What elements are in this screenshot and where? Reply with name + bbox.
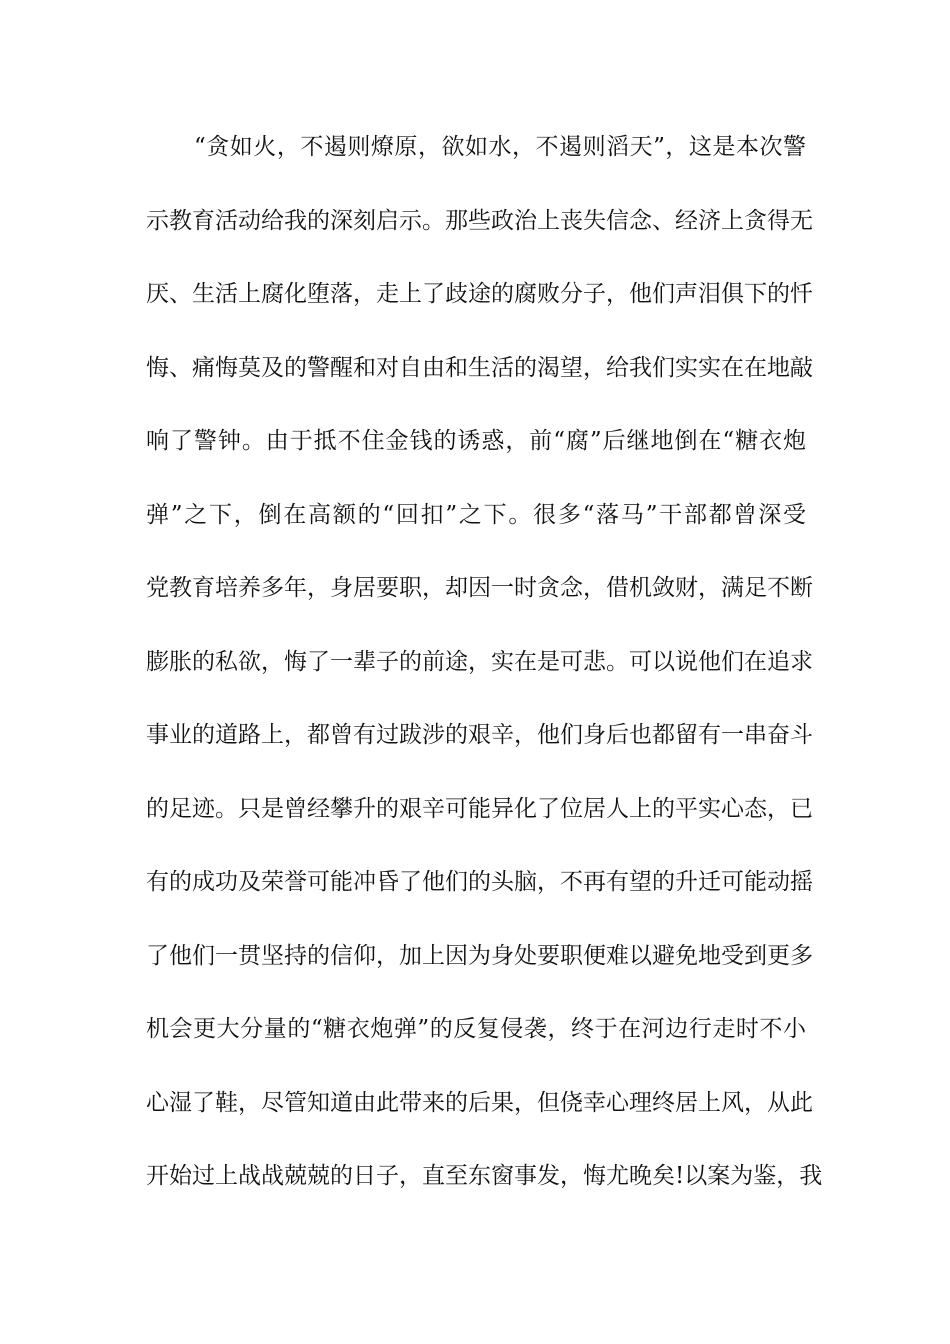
paragraph-line: 膨胀的私欲，悔了一辈子的前途，实在是可悲。可以说他们在追求 (146, 648, 813, 675)
paragraph-line: 响了警钟。由于抵不住金钱的诱惑，前“腐”后继地倒在“糖衣炮 (146, 428, 806, 454)
paragraph-line: 弹”之下，倒在高额的“回扣”之下。很多“落马”干部都曾深受 (146, 501, 806, 528)
paragraph-line: 开始过上战战兢兢的日子，直至东窗事发，悔尤晚矣!以案为鉴，我 (146, 1163, 823, 1189)
paragraph-line: 事业的道路上，都曾有过跋涉的艰辛，他们身后也都留有一串奋斗 (146, 722, 813, 748)
paragraph-line: 心湿了鞋，尽管知道由此带来的后果，但侥幸心理终居上风，从此 (146, 1089, 813, 1116)
paragraph-line: 的足迹。只是曾经攀升的艰辛可能异化了位居人上的平实心态，已 (146, 795, 813, 822)
paragraph-line: 机会更大分量的“糖衣炮弹”的反复侵袭，终于在河边行走时不小 (146, 1016, 806, 1042)
paragraph-line: 党教育培养多年，身居要职，却因一时贪念，借机敛财，满足不断 (146, 575, 813, 601)
paragraph-line: 有的成功及荣誉可能冲昏了他们的头脑，不再有望的升迁可能动摇 (146, 869, 813, 895)
paragraph-line: 示教育活动给我的深刻启示。那些政治上丧失信念、经济上贪得无 (146, 207, 813, 234)
paragraph-line: 悔、痛悔莫及的警醒和对自由和生活的渴望，给我们实实在在地敲 (146, 354, 813, 381)
paragraph-line: 厌、生活上腐化堕落，走上了歧途的腐败分子，他们声泪俱下的忏 (146, 281, 813, 307)
paragraph-line: “贪如火，不遏则燎原，欲如水，不遏则滔天”，这是本次警 (194, 134, 806, 160)
paragraph-line: 了他们一贯坚持的信仰，加上因为身处要职便难以避免地受到更多 (146, 942, 813, 969)
body-paragraph (146, 128, 823, 1231)
